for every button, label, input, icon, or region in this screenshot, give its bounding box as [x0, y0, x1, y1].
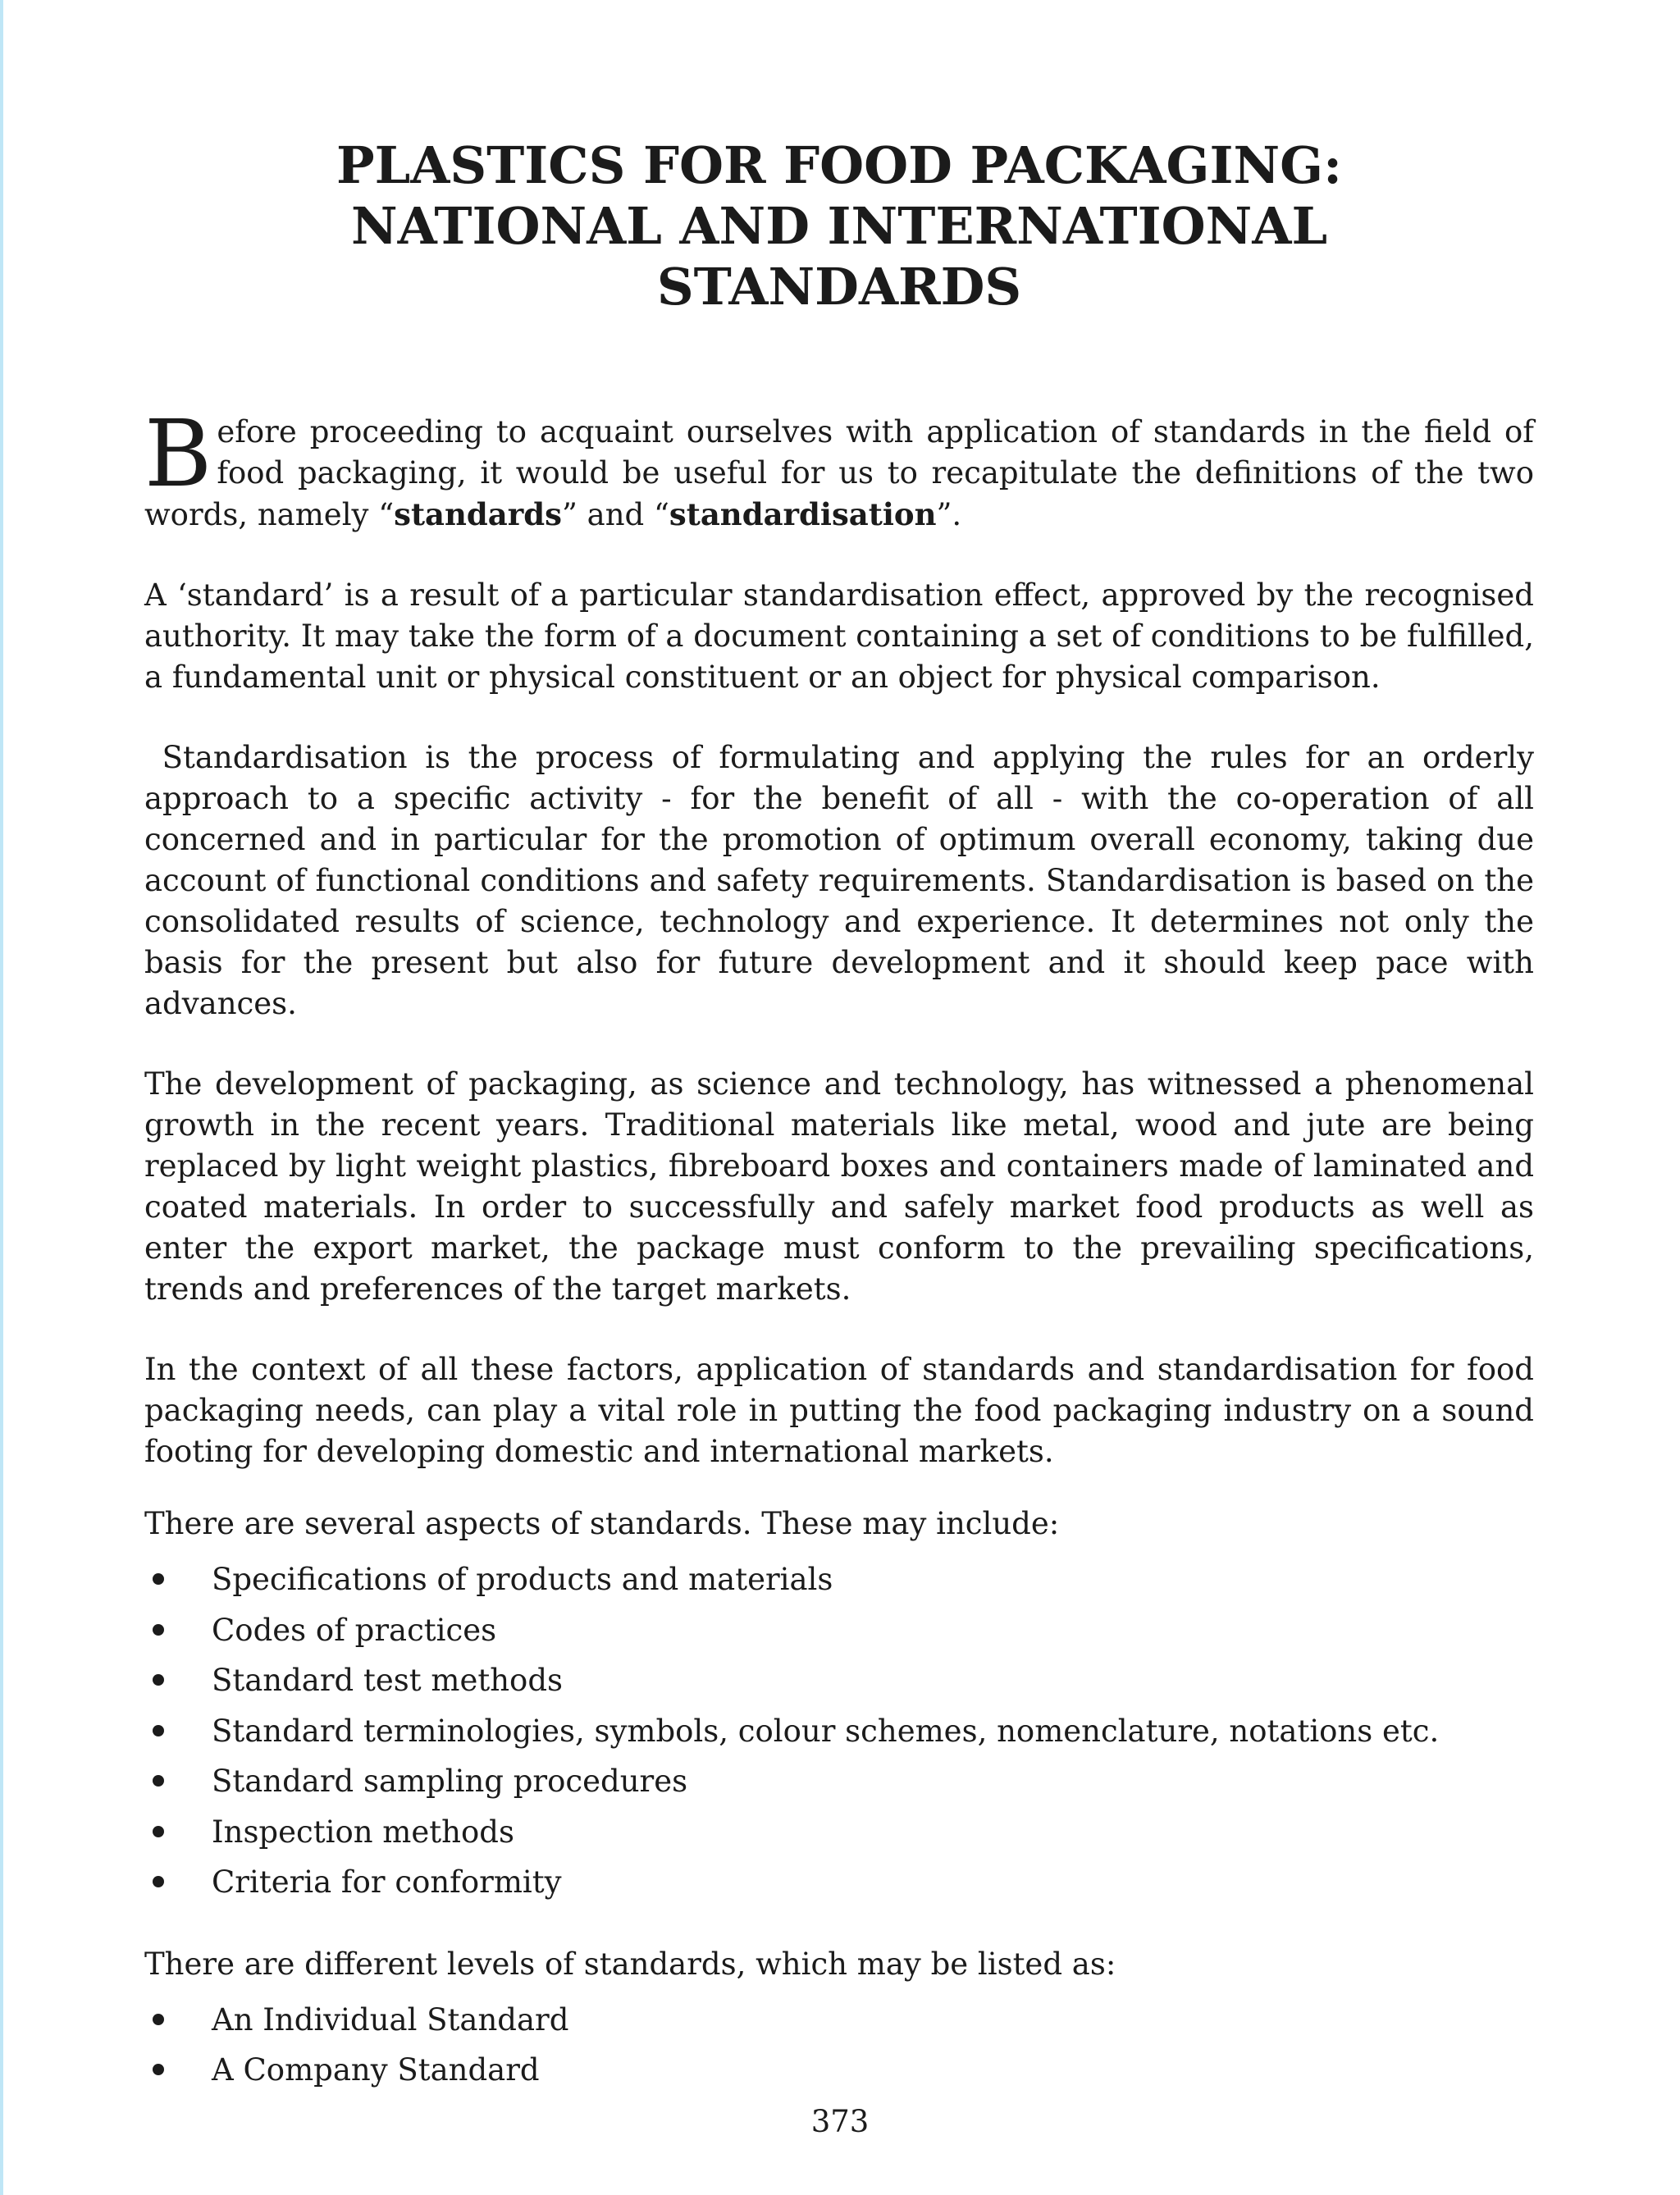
levels-intro: There are different levels of standards, which may be listed as:: [144, 1946, 1116, 1982]
bullet-icon: [153, 1826, 164, 1837]
bullet-icon: [153, 1876, 164, 1887]
bullet-icon: [153, 1674, 164, 1686]
document-page: [144, 135, 1544, 2132]
list-item: Specifications of products and materials: [144, 1554, 1534, 1605]
list-item: Codes of practices: [144, 1605, 1534, 1656]
aspects-list: [144, 1554, 1534, 1908]
levels-list: [144, 1995, 1534, 2096]
bullet-icon: [153, 2014, 164, 2025]
bullet-icon: [153, 1624, 164, 1636]
intro-text: efore proceeding to acquaint ourselves with application of standards in the field of food packaging, it would be useful for us to recapitulate the definitions of the two words, namely “: [144, 414, 1534, 532]
intro-paragraph: [144, 401, 1534, 536]
list-item: Standard terminologies, symbols, colour schemes, nomenclature, notations etc.: [144, 1706, 1534, 1757]
list-item: Inspection methods: [144, 1807, 1534, 1858]
term-standardisation: standardisation: [669, 496, 937, 532]
bullet-icon: [153, 1725, 164, 1736]
paragraph-standardisation-definition: Standardisation is the process of formulating and applying the rules for an orderly approach to a specific activity - for the benefit of all - with the co-operation of all concerned and in particular for the promotion of optimum overall economy, taking due account of functional conditions and safety requirements. Standardisation is based on the consolidated results of science, technology and experience. It determines not only the basis for the present but also for future development and it should keep pace with advances.: [144, 740, 1544, 1021]
title-line: NATIONAL AND INTERNATIONAL: [350, 196, 1328, 256]
list-item: Standard test methods: [144, 1655, 1534, 1706]
aspects-intro: There are several aspects of standards. These may include:: [144, 1506, 1060, 1541]
intro-text: ”.: [936, 497, 962, 532]
title-line: PLASTICS FOR FOOD PACKAGING:: [336, 135, 1342, 195]
title-line: STANDARDS: [656, 257, 1022, 317]
list-item: An Individual Standard: [144, 1995, 1534, 2046]
intro-text: ” and “: [561, 497, 669, 532]
page-title: [144, 135, 1534, 317]
list-item: Criteria for conformity: [144, 1857, 1534, 1908]
drop-cap: B: [144, 401, 212, 508]
term-standards: standards: [394, 496, 562, 532]
list-item: A Company Standard: [144, 2045, 1534, 2096]
bullet-icon: [153, 2064, 164, 2075]
paragraph-standard-definition: A ‘standard’ is a result of a particular standardisation effect, approved by the recognised authority. It may take the form of a document containing a set of conditions to be fulfilled, a fundamental unit or physical constituent or an object for physical comparison.: [144, 577, 1534, 695]
page-number: 373: [810, 2104, 870, 2139]
bullet-icon: [153, 1573, 164, 1585]
bullet-icon: [153, 1775, 164, 1787]
list-item: Standard sampling procedures: [144, 1756, 1534, 1807]
paragraph-packaging-development: The development of packaging, as science and technology, has witnessed a phenomenal growth in the recent years. Traditional materials like metal, wood and jute are being replaced by light weight plastics, fibreboard boxes and containers made of laminated and coated materials. In order to successfully and safely market food products as well as enter the export market, the package must conform to the prevailing specifications, trends and preferences of the target markets.: [144, 1066, 1534, 1307]
paragraph-context: In the context of all these factors, application of standards and standardisation for food packaging needs, can play a vital role in putting the food packaging industry on a sound footing for developing domestic and international markets.: [144, 1352, 1534, 1469]
page-left-edge: [0, 0, 3, 2195]
